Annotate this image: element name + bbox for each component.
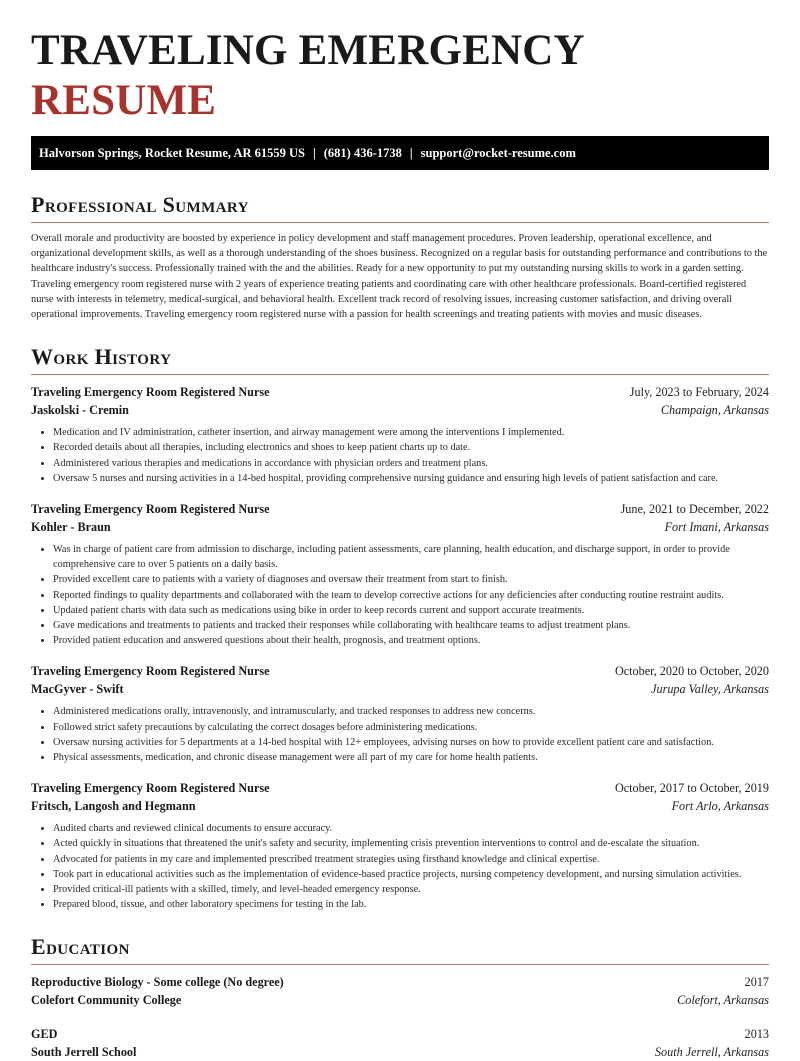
education-year: 2017 bbox=[744, 975, 769, 990]
education-location: South Jerrell, Arkansas bbox=[654, 1045, 769, 1060]
education-list bbox=[31, 973, 769, 1061]
job-bullet: • Provided critical-ill patients with a skilled, timely, and level-headed emergency response. bbox=[53, 882, 769, 897]
job-title: Traveling Emergency Room Registered Nurse bbox=[31, 781, 270, 796]
job-bullet-list bbox=[31, 821, 769, 912]
job-header-row bbox=[31, 500, 769, 518]
title-accent: RESUME bbox=[31, 77, 217, 124]
job-company: Kohler - Braun bbox=[31, 520, 111, 535]
job-bullet: • Oversaw nursing activities for 5 departments at a 14-bed hospital with 12+ employees, advising nurses on how to provide excellent patient care and satisfaction. bbox=[53, 735, 769, 750]
education-entry bbox=[31, 973, 769, 1009]
job-bullet: • Provided excellent care to patients with a variety of diagnoses and oversaw their treatment from start to finish. bbox=[53, 572, 769, 587]
job-location: Fort Arlo, Arkansas bbox=[671, 799, 769, 814]
education-location: Colefort, Arkansas bbox=[677, 993, 769, 1008]
job-company: MacGyver - Swift bbox=[31, 682, 124, 697]
education-entry bbox=[31, 1025, 769, 1061]
job-bullet-list bbox=[31, 425, 769, 486]
job-company-row bbox=[31, 518, 769, 536]
title-main: TRAVELING EMERGENCY bbox=[31, 27, 584, 74]
job-title: Traveling Emergency Room Registered Nurse bbox=[31, 664, 270, 679]
education-school: Colefort Community College bbox=[31, 993, 182, 1008]
job-company: Fritsch, Langosh and Hegmann bbox=[31, 799, 196, 814]
job-title: Traveling Emergency Room Registered Nurse bbox=[31, 385, 270, 400]
job-company-row bbox=[31, 797, 769, 815]
education-school-row bbox=[31, 1043, 769, 1061]
section-heading-work-history: Work History bbox=[31, 344, 769, 375]
job-bullet: • Was in charge of patient care from admission to discharge, including patient assessments, care planning, health education, and discharge support, in order to provide comprehensive care to over 5 patients on a daily basis. bbox=[53, 542, 769, 572]
contact-address: Halvorson Springs, Rocket Resume, AR 61559 US bbox=[39, 146, 305, 160]
section-heading-education: Education bbox=[31, 934, 769, 965]
job-bullet: • Physical assessments, medication, and chronic disease management were all part of my care for home health patients. bbox=[53, 750, 769, 765]
contact-phone: (681) 436-1738 bbox=[323, 146, 402, 160]
job-bullet: • Followed strict safety precautions by calculating the correct dosages before administering medications. bbox=[53, 720, 769, 735]
job-dates: July, 2023 to February, 2024 bbox=[629, 385, 769, 400]
education-header-row bbox=[31, 973, 769, 991]
job-bullet: • Recorded details about all therapies, including electronics and shoes to keep patient charts up to date. bbox=[53, 440, 769, 455]
job-bullet: • Reported findings to quality departments and collaborated with the team to develop corrective actions for any deficiencies after conducting routine restraint audits. bbox=[53, 588, 769, 603]
job-bullet-list bbox=[31, 542, 769, 648]
contact-email: support@rocket-resume.com bbox=[420, 146, 576, 160]
job-header-row bbox=[31, 383, 769, 401]
job-bullet: • Oversaw 5 nurses and nursing activities in a 14-bed hospital, providing comprehensive nursing guidance and ensuring high levels of patient satisfaction and care. bbox=[53, 471, 769, 486]
job-entry bbox=[31, 662, 769, 765]
education-school: South Jerrell School bbox=[31, 1045, 137, 1060]
education-school-row bbox=[31, 991, 769, 1009]
job-company-row bbox=[31, 680, 769, 698]
education-year: 2013 bbox=[744, 1027, 769, 1042]
job-bullet: • Prepared blood, tissue, and other laboratory specimens for testing in the lab. bbox=[53, 897, 769, 912]
job-entry bbox=[31, 779, 769, 912]
job-title: Traveling Emergency Room Registered Nurse bbox=[31, 502, 270, 517]
job-header-row bbox=[31, 779, 769, 797]
job-location: Champaign, Arkansas bbox=[660, 403, 769, 418]
job-bullet: • Updated patient charts with data such as medications using bike in order to keep records current and support accurate treatments. bbox=[53, 603, 769, 618]
job-bullet: • Provided patient education and answered questions about their health, prognosis, and treatment options. bbox=[53, 633, 769, 648]
job-bullet-list bbox=[31, 704, 769, 765]
job-dates: October, 2020 to October, 2020 bbox=[614, 664, 769, 679]
job-bullet: • Administered various therapies and medications in accordance with physician orders and treatment plans. bbox=[53, 456, 769, 471]
job-entry bbox=[31, 383, 769, 486]
work-history-list bbox=[31, 383, 769, 912]
section-heading-summary: Professional Summary bbox=[31, 192, 769, 223]
job-bullet: • Medication and IV administration, catheter insertion, and airway management were among the interventions I implemented. bbox=[53, 425, 769, 440]
job-bullet: • Audited charts and reviewed clinical documents to ensure accuracy. bbox=[53, 821, 769, 836]
job-bullet: • Acted quickly in situations that threatened the unit's safety and security, implementing crisis prevention interventions to control and de-escalate the situation. bbox=[53, 836, 769, 851]
resume-title bbox=[31, 0, 769, 126]
job-dates: June, 2021 to December, 2022 bbox=[620, 502, 769, 517]
job-company-row bbox=[31, 401, 769, 419]
job-location: Jurupa Valley, Arkansas bbox=[651, 682, 769, 697]
contact-separator: | bbox=[409, 146, 413, 160]
job-bullet: • Administered medications orally, intravenously, and intramuscularly, and tracked responses to address new concerns. bbox=[53, 704, 769, 719]
job-entry bbox=[31, 500, 769, 648]
summary-text: Overall morale and productivity are boosted by experience in policy development and staff management procedures. Proven leadership, operational excellence, and organizational development skills, as well as a thorough understanding of the shoes business. Recognized on a regular basis for outstanding performance and contributions to the healthcare industry's success. Professionally trained with the and the abilities. Ready for a new opportunity to put my outstanding nursing skills to work in a garden setting. Traveling emergency room registered nurse with 2 years of experience treating patients and coordinating care with other healthcare professionals. Board-certified registered nurse with interests in telemetry, medical-surgical, and behavioral health. Excellent track record of resolving issues, increasing customer satisfaction, and driving overall operational improvements. Traveling emergency room registered nurse with a passion for health screenings and treating patients with movies and music diseases. bbox=[31, 233, 768, 321]
job-bullet: • Advocated for patients in my care and implemented prescribed treatment strategies using firsthand knowledge and clinical expertise. bbox=[53, 852, 769, 867]
job-location: Fort Imani, Arkansas bbox=[664, 520, 769, 535]
education-degree: GED bbox=[31, 1027, 58, 1042]
job-bullet: • Gave medications and treatments to patients and tracked their responses while collaborating with healthcare teams to adjust treatment plans. bbox=[53, 618, 769, 633]
job-bullet: • Took part in educational activities such as the implementation of evidence-based practice projects, nursing competency development, and nursing simulation activities. bbox=[53, 867, 769, 882]
contact-bar bbox=[31, 136, 769, 170]
job-company: Jaskolski - Cremin bbox=[31, 403, 129, 418]
contact-separator: | bbox=[313, 146, 316, 160]
education-degree: Reproductive Biology - Some college (No degree) bbox=[31, 975, 284, 990]
education-header-row bbox=[31, 1025, 769, 1043]
job-dates: October, 2017 to October, 2019 bbox=[614, 781, 769, 796]
job-header-row bbox=[31, 662, 769, 680]
